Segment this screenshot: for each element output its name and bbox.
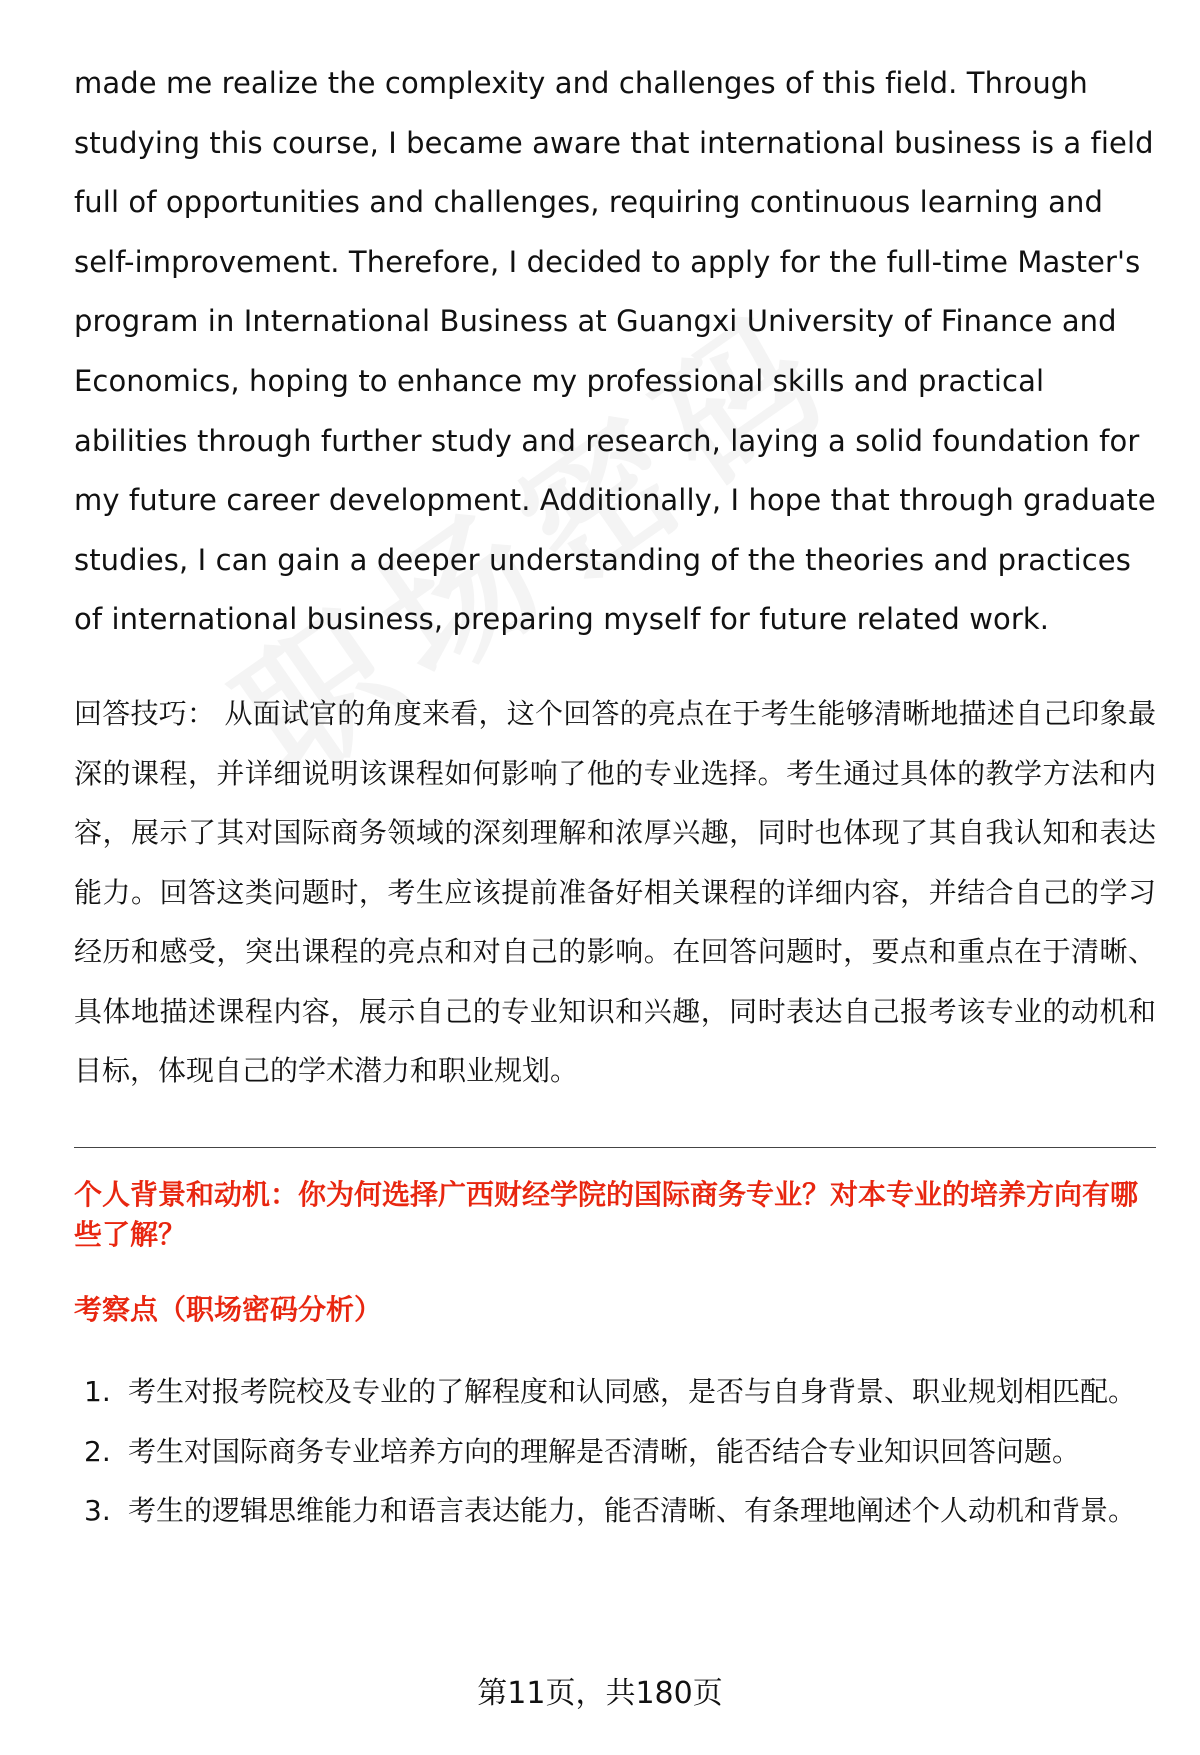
list-item-number: 1. xyxy=(84,1375,111,1408)
list-item-number: 2. xyxy=(84,1434,111,1468)
list-item-text: 考生的逻辑思维能力和语言表达能力，能否清晰、有条理地阐述个人动机和背景。 xyxy=(128,1494,1137,1527)
assessment-heading: 考察点（职场密码分析） xyxy=(74,1293,383,1326)
list-item-text: 考生对报考院校及专业的了解程度和认同感，是否与自身背景、职业规划相匹配。 xyxy=(128,1375,1137,1408)
list-item xyxy=(74,1362,1156,1422)
list-item xyxy=(74,1481,1156,1541)
list-item-number: 3. xyxy=(84,1494,111,1527)
answer-tip-paragraph: 回答技巧： 从面试官的角度来看，这个回答的亮点在于考生能够清晰地描述自己印象最深的课程，并详细说明该课程如何影响了他的专业选择。考生通过具体的教学方法和内容，展示了其对国际商务领域的深刻理解和浓厚兴趣，同时也体现了其自我认知和表达能力。回答这类问题时，考生应该提前准备好相关课程的详细内容，并结合自己的学习经历和感受，突出课程的亮点和对自己的影响。在回答问题时，要点和重点在于清晰、具体地描述课程内容，展示自己的专业知识和兴趣，同时表达自己报考该专业的动机和目标，体现自己的学术潜力和职业规划。 xyxy=(74,697,1156,1087)
question-heading: 个人背景和动机：你为何选择广西财经学院的国际商务专业？对本专业的培养方向有哪些了解？ xyxy=(74,1178,1139,1251)
page-number-footer: 第11页，共180页 xyxy=(477,1676,723,1711)
assessment-points-list xyxy=(74,1362,1156,1541)
english-answer-paragraph: made me realize the complexity and challenges of this field. Through studying this course, I became aware that international business is a field full of opportunities and challenges, requiring continuous learning and self-improvement. Therefore, I decided to apply for the full-time Master's program in International Business at Guangxi University of Finance and Economics, hoping to enhance my professional skills and practical abilities through further study and research, laying a solid foundation for my future career development. Additionally, I hope that through graduate studies, I can gain a deeper understanding of the theories and practices of international business, preparing myself for future related work. xyxy=(74,66,1156,637)
list-item-text: 考生对国际商务专业培养方向的理解是否清晰，能否结合专业知识回答问题。 xyxy=(128,1434,1081,1468)
list-item xyxy=(74,1422,1156,1482)
section-divider xyxy=(74,1147,1156,1148)
